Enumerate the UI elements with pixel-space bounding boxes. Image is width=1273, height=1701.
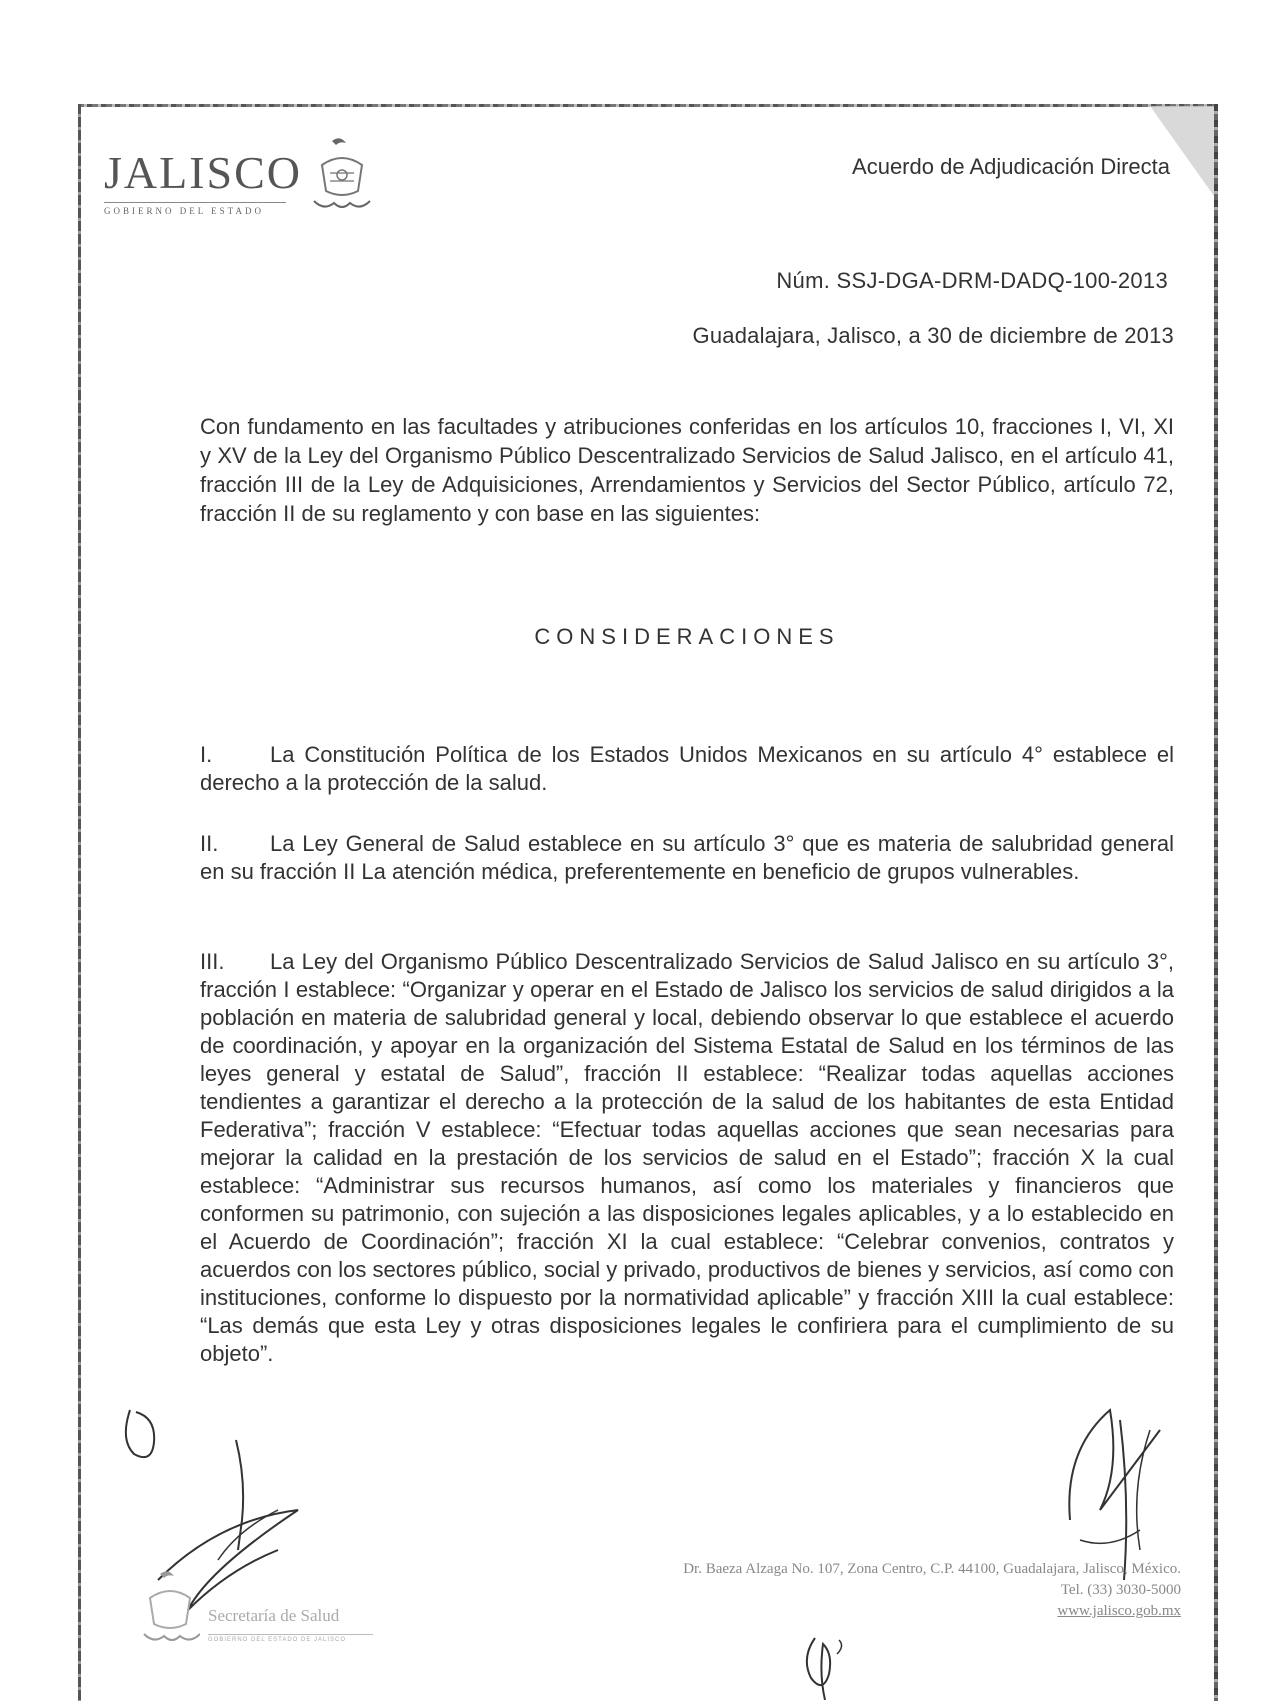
footer-address-line: Dr. Baeza Alzaga No. 107, Zona Centro, C.P. 44100, Guadalajara, Jalisco, México. bbox=[683, 1561, 1181, 1577]
consideration-number: III. bbox=[200, 949, 225, 974]
folded-corner bbox=[1150, 106, 1214, 196]
place-date: Guadalajara, Jalisco, a 30 de diciembre de 2013 bbox=[692, 323, 1174, 348]
consideration-text: La Ley del Organismo Público Descentralizado Servicios de Salud Jalisco en su artículo 3°, fracción I establece: “Organizar y operar en el Estado de Jalisco los servicios de salud dirigidos a la población en materia de salubridad general y local, debiendo observar lo que establece el acuerdo de coordinación, y apoyar en la organización del Sistema Estatal de Salud en los términos de las leyes general y estatal de Salud”, fracción II establece: “Realizar todas aquellas acciones tendientes a garantizar el derecho a la protección de la salud de los habitantes de esta Entidad Federativa”; fracción V establece: “Efectuar todas aquellas acciones que sean necesarias para mejorar la calidad en la prestación de los servicios de salud en el Estado”; fracción X la cual establece: “Administrar sus recursos humanos, así como los materiales y financieros que conformen su patrimonio, con sujeción a las disposiciones legales aplicables, y a lo establecido en el Acuerdo de Coordinación”; fracción XI la cual establece: “Celebrar convenios, contratos y acuerdos con los sectores público, social y privado, productivos de bienes y servicios, así como con instituciones, conforme lo dispuesto por la normatividad aplicable” y fracción XIII la cual establece: “Las demás que esta Ley y otras disposiciones legales le confiriera para el cumplimiento de su objeto”. bbox=[200, 949, 1174, 1366]
footer-phone: Tel. (33) 3030-5000 bbox=[1060, 1582, 1181, 1598]
consideration-number: I. bbox=[200, 742, 213, 767]
section-title: CONSIDERACIONES bbox=[534, 624, 840, 649]
consideration-item bbox=[200, 948, 1174, 1368]
consideration-number: II. bbox=[200, 831, 219, 856]
footer-website: www.jalisco.gob.mx bbox=[1057, 1603, 1181, 1619]
consideration-item bbox=[200, 830, 1174, 886]
consideration-text: La Constitución Política de los Estados Unidos Mexicanos en su artículo 4° establece el derecho a la protección de la salud. bbox=[200, 742, 1174, 795]
page-frame-left bbox=[78, 104, 81, 1701]
logo-wordmark: JALISCO bbox=[104, 147, 303, 198]
document-type: Acuerdo de Adjudicación Directa bbox=[852, 154, 1170, 179]
state-seal-icon bbox=[310, 135, 374, 230]
secretaria-seal-icon bbox=[140, 1568, 200, 1663]
logo-subtext: GOBIERNO DEL ESTADO bbox=[104, 202, 286, 216]
consideration-text: La Ley General de Salud establece en su artículo 3° que es materia de salubridad general en su fracción II La atención médica, preferentemente en beneficio de grupos vulnerables. bbox=[200, 831, 1174, 884]
page-frame-top bbox=[78, 104, 1218, 107]
document-number: Núm. SSJ-DGA-DRM-DADQ-100-2013 bbox=[776, 268, 1168, 293]
consideration-item bbox=[200, 741, 1174, 797]
signature-initials-bottom bbox=[795, 1630, 865, 1700]
intro-paragraph: Con fundamento en las facultades y atribuciones conferidas en los artículos 10, fracciones I, VI, XI y XV de la Ley del Organismo Público Descentralizado Servicios de Salud Jalisco, en el artículo 41, fracción III de la Ley de Adquisiciones, Arrendamientos y Servicios del Sector Público, artículo 72, fracción II de su reglamento y con base en las siguientes: bbox=[200, 414, 1174, 526]
secretaria-subtext: GOBIERNO DEL ESTADO DE JALISCO bbox=[208, 1634, 373, 1643]
page-frame-right bbox=[1214, 104, 1218, 1701]
jalisco-logo bbox=[104, 147, 303, 216]
secretaria-name: Secretaría de Salud bbox=[208, 1606, 340, 1625]
footer-address bbox=[461, 1559, 1181, 1622]
